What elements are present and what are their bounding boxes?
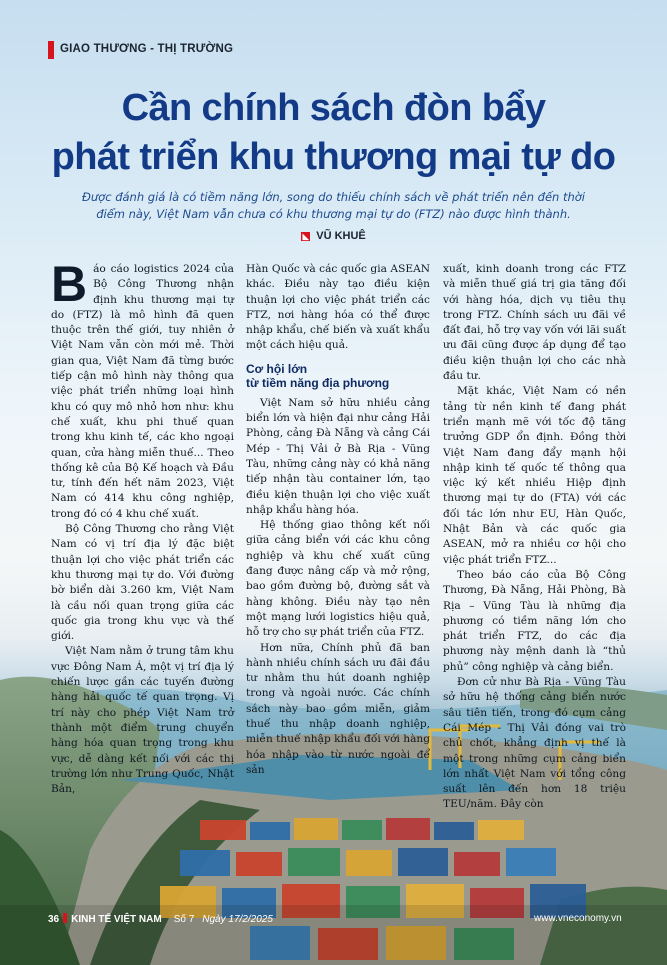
author-name: VŨ KHUÊ <box>316 230 366 242</box>
article-lead: Được đánh giá là có tiềm năng lớn, song do thiếu chính sách về phát triển nên đến thời điểm này, Việt Nam vẫn chưa có khu thương mại tự do (FTZ) nào được hình thành. <box>81 190 585 221</box>
paragraph: Đơn cử như Bà Rịa - Vũng Tàu sở hữu hệ thống cảng biển nước sâu tiên tiến, trong đó cụm cảng Cái Mép - Thị Vải đóng vai trò chủ chốt, khẳng định vị thế là một trong những cụm cảng biển lớn nhất Việt Nam với tổng công suất lên đến hơn 18 triệu TEU/năm. Đây còn <box>443 676 626 811</box>
section-label: GIAO THƯƠNG - THỊ TRƯỜNG <box>60 43 234 55</box>
text-column-2 <box>246 262 430 778</box>
text-column-3 <box>443 262 626 813</box>
issue-date: Ngày 17/2/2025 <box>202 914 273 925</box>
paragraph: xuất, kinh doanh trong các FTZ và miễn thuế giá trị gia tăng đối với hàng hóa, dịch vụ tiêu thụ trong FTZ. Chính sách ưu đãi về đất đai, hỗ trợ vay vốn với lãi suất ưu đãi cũng được áp dụng để tạo điều kiện thuận lợi cho các nhà đầu tư. <box>443 263 626 383</box>
drop-cap: B <box>51 256 88 312</box>
section-marker <box>48 41 54 59</box>
subheading-line-1: Cơ hội lớn <box>246 361 308 376</box>
footer-marker <box>63 913 67 923</box>
paragraph: Hệ thống giao thông kết nối giữa cảng biển với các khu công nghiệp và khu chế xuất cũng đang được nâng cấp và mở rộng, bao gồm đường bộ, đường sắt và hàng không. Điều này tạo nên một mạng lưới logistics hiệu quả, hỗ trợ cho sự phát triển của FTZ. <box>246 519 430 639</box>
paragraph: Hơn nữa, Chính phủ đã ban hành nhiều chính sách ưu đãi đầu tư nhằm thu hút doanh nghiệp trong và ngoài nước. Các chính sách này bao gồm miễn, giảm thuế thu nhập doanh nghiệp, miễn thuế nhập khẩu đối với hàng hóa nhập vào từ nước ngoài để sản <box>246 641 430 776</box>
article-title-line-2: phát triển khu thương mại tự do <box>51 136 616 178</box>
article-title <box>0 84 667 182</box>
paragraph: Hàn Quốc và các quốc gia ASEAN khác. Điều này tạo điều kiện thuận lợi cho việc phát triển các FTZ, nơi hàng hóa có thể được nhập khẩu, chế biến và xuất khẩu một cách hiệu quả. <box>246 263 430 352</box>
page-footer <box>48 913 273 927</box>
author-byline <box>0 230 667 242</box>
text-column-1 <box>51 256 234 797</box>
magazine-name: KINH TẾ VIỆT NAM <box>71 914 162 925</box>
paragraph: áo cáo logistics 2024 của Bộ Công Thương nhận định khu thương mại tự do (FTZ) là mô hình đã quen thuộc trên thế giới, tuy nhiên ở Việt Nam vẫn còn mới mẻ. Thời gian qua, Việt Nam đã từng bước tiếp cận mô hình này thông qua việc phát triển những loại hình khu có quy mô nhỏ hơn như: khu chế xuất, khu phi thuế quan trong khu kinh tế, các kho ngoại quan, cửa hàng miễn thuế... Theo thống kê của Bộ Kế hoạch và Đầu tư, tính đến hết năm 2023, Việt Nam có 414 khu công nghiệp, trong đó có 4 khu chế xuất. <box>51 263 234 520</box>
subheading-line-2: từ tiềm năng địa phương <box>246 375 390 390</box>
page-number: 36 <box>48 914 60 925</box>
website-link[interactable]: www.vneconomy.vn <box>534 913 622 924</box>
paragraph: Việt Nam nằm ở trung tâm khu vực Đông Nam Á, một vị trí địa lý chiến lược gần các tuyến đường hàng hải quốc tế quan trọng. Vị trí này cho phép Việt Nam trở thành một điểm trung chuyển hàng hóa quan trọng trong khu vực, dễ dàng kết nối với các thị trường lớn như Trung Quốc, Nhật Bản, <box>51 645 234 796</box>
paragraph: Mặt khác, Việt Nam có nền tảng từ nền kinh tế đang phát triển mạnh mẽ với tốc độ tăng trưởng GDP ổn định. Đồng thời Việt Nam đang đẩy mạnh hội nhập kinh tế quốc tế thông qua việc ký kết nhiều Hiệp định thương mại tự do (FTA) với các đối tác lớn như EU, Hàn Quốc, Nhật Bản và các quốc gia ASEAN, mở ra nhiều cơ hội cho việc phát triển FTZ... <box>443 385 626 566</box>
paragraph: Việt Nam sở hữu nhiều cảng biển lớn và hiện đại như cảng Hải Phòng, cảng Đà Nẵng và cảng Cái Mép - Thị Vải ở Bà Rịa - Vũng Tàu, những cảng này có khả năng tiếp nhận tàu container lớn, tạo điều kiện thuận lợi cho việc xuất nhập khẩu hàng hóa. <box>246 396 430 516</box>
subheading <box>246 362 430 390</box>
issue-number: Số 7 <box>173 914 195 925</box>
article-title-line-1: Cần chính sách đòn bẩy <box>121 87 546 129</box>
paragraph: Theo báo cáo của Bộ Công Thương, Đà Nẵng, Hải Phòng, Bà Rịa – Vũng Tàu là những địa phương có tiềm năng lớn cho phát triển FTZ, do các địa phương này mệnh danh là “thủ phủ” công nghiệp và cảng biển. <box>443 568 626 673</box>
paragraph: Bộ Công Thương cho rằng Việt Nam có vị trí địa lý đặc biệt thuận lợi cho việc phát triển các khu thương mại tự do. Với đường bờ biển dài 3.260 km, Việt Nam là cầu nối quan trọng giữa các quốc gia trong khu vực và thế giới. <box>51 523 234 643</box>
author-marker-icon: ◣ <box>302 232 309 241</box>
